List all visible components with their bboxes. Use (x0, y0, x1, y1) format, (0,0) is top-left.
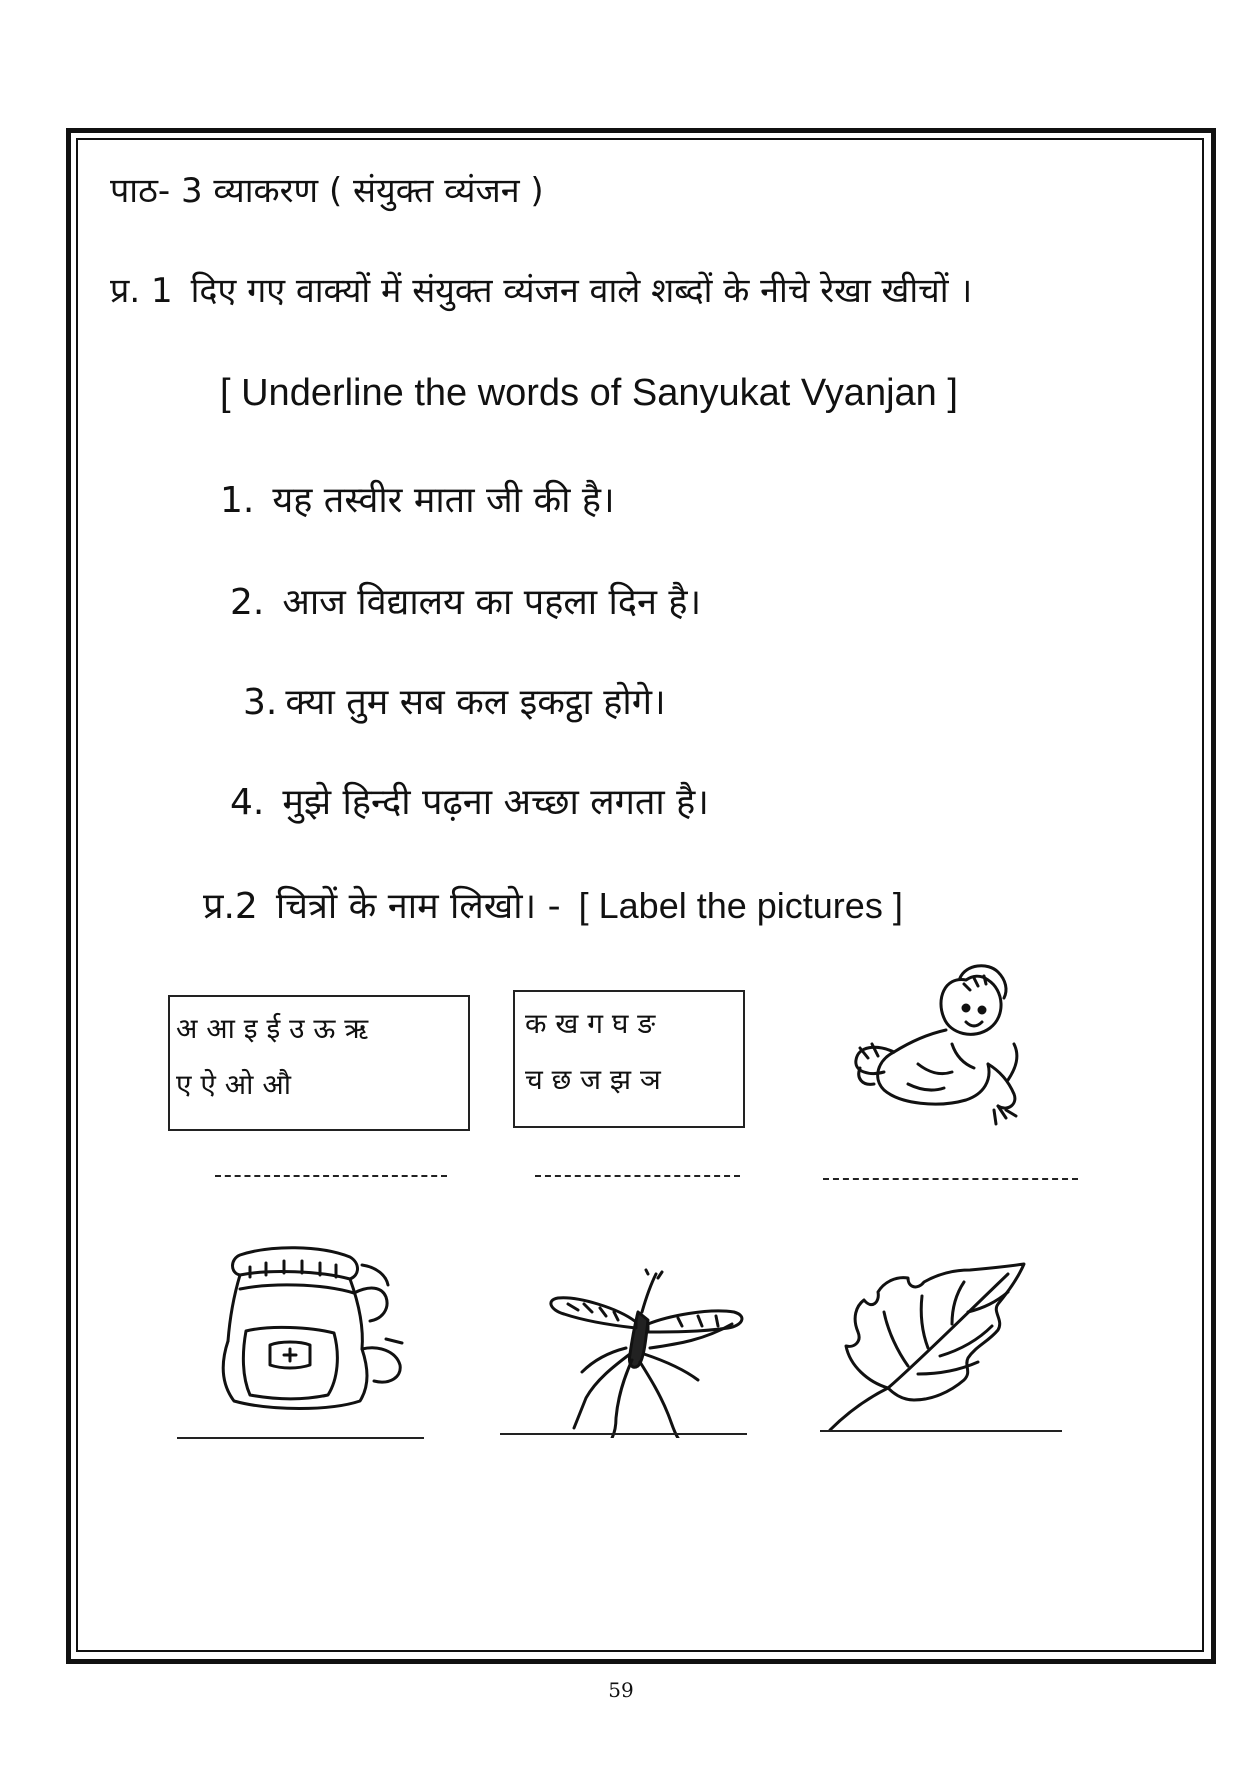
sentence-number: 4. (230, 782, 265, 823)
sentence-1 (220, 474, 615, 523)
sentence-3 (243, 676, 666, 725)
vowel-row-1: अ आ इ ई उ ऊ ऋ (176, 1012, 369, 1045)
answer-blank-2[interactable] (535, 1175, 740, 1177)
mosquito-icon (538, 1268, 758, 1438)
vowel-row-2: ए ऐ ओ औ (176, 1068, 291, 1101)
question-2-english-text: [ Label the pictures ] (578, 885, 903, 926)
sentence-4 (230, 776, 709, 825)
answer-blank-4[interactable] (177, 1437, 424, 1439)
answer-blank-1[interactable] (215, 1175, 447, 1177)
question-1-instruction (110, 266, 972, 312)
sentence-number: 1. (220, 480, 255, 521)
lesson-title: पाठ- 3 व्याकरण ( संयुक्त व्यंजन ) (110, 171, 544, 211)
consonant-row-1: क ख ग घ ङ (525, 1007, 656, 1040)
question-1-english-instruction: [ Underline the words of Sanyukat Vyanjan ] (220, 372, 958, 414)
sentence-number: 2. (230, 582, 265, 623)
answer-blank-5[interactable] (500, 1433, 747, 1435)
consonant-chart-box (513, 990, 745, 1128)
sentence-2 (230, 576, 701, 625)
child-lying-icon (848, 960, 1028, 1128)
school-bag-icon (210, 1245, 410, 1415)
vowel-chart-box (168, 995, 470, 1131)
question-1-label: प्र. 1 (110, 271, 173, 311)
sentence-text: मुझे हिन्दी पढ़ना अच्छा लगता है। (282, 782, 709, 823)
leaf-icon (828, 1262, 1028, 1442)
question-2-hindi-text: चित्रों के नाम लिखो। - (275, 886, 561, 927)
question-2-label: प्र.2 (203, 886, 258, 927)
answer-blank-6[interactable] (820, 1430, 1062, 1432)
consonant-row-2: च छ ज झ ञ (525, 1063, 661, 1096)
answer-blank-3[interactable] (823, 1178, 1078, 1180)
question-1-hindi-text: दिए गए वाक्यों में संयुक्त व्यंजन वाले शब्दों के नीचे रेखा खीचों । (190, 271, 973, 311)
question-2-instruction (203, 880, 903, 929)
sentence-text: आज विद्यालय का पहला दिन है। (282, 582, 702, 623)
sentence-number: 3. (243, 682, 278, 723)
sentence-text: क्या तुम सब कल इकट्ठा होगे। (285, 682, 666, 723)
page-number: 59 (608, 1678, 634, 1702)
sentence-text: यह तस्वीर माता जी की है। (272, 480, 615, 521)
